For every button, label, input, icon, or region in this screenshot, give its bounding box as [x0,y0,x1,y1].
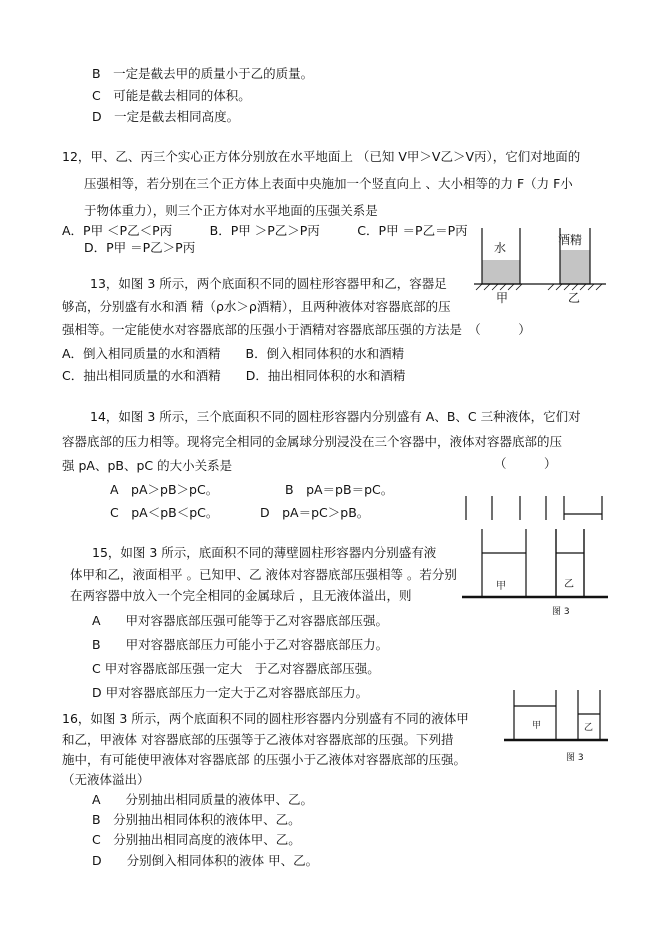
q16-stem-line-4: （无液体溢出） [62,772,150,787]
q13-figure [474,226,614,306]
q15-stem-line-1: 15，如图 3 所示，底面积不同的薄壁圆柱形容器内分别盛有液 [92,545,437,560]
q11-option-b: B 一定是截去甲的质量小于乙的质量。 [92,66,314,81]
q13-options-line-2: C．抽出相同质量的水和酒精 D．抽出相同体积的水和酒精 [62,368,406,383]
q16-option-b: B 分别抽出相同体积的液体甲、乙。 [92,812,301,827]
q12-options-line-1: A．P甲 ＜P乙＜P丙 B．P甲 ＞P乙＞P丙 C．P甲 ＝P乙＝P丙 [62,223,468,238]
q14-option-a: A pA＞pB＞pC。 [110,482,219,497]
q16-figure-caption: 图 3 [566,753,584,763]
q11-option-c: C 可能是截去相同的体积。 [92,88,251,103]
q12-stem-line-3: 于物体重力），则三个正方体对水平地面的压强关系是 [84,203,378,218]
q16-stem-line-2: 和乙，甲液体 对容器底部的压强等于乙液体对容器底部的压强。下列措 [62,732,454,747]
q14-stem-line-1: 14，如图 3 所示，三个底面积不同的圆柱形容器内分别盛有 A、B、C 三种液体，它们对 [90,409,581,424]
q16-container-b-label: 乙 [584,723,594,733]
q15-option-c: C 甲对容器底部压强一定大 于乙对容器底部压强。 [92,661,380,676]
q16-stem-line-3: 施中，有可能使甲液体对容器底部 的压强小于乙液体对容器底部的压强。 [62,752,466,767]
q15-option-b: B 甲对容器底部压力可能小于乙对容器底部压力。 [92,637,389,652]
q12-stem-line-2: 压强相等，若分别在三个正方体上表面中央施加一个竖直向上 、大小相等的力 F（力 F小 [84,176,573,191]
q15-stem-line-2: 体甲和乙，液面相平 。已知甲、乙 液体对容器底部压强相等 。若分别 [70,567,457,582]
q14-option-d: D pA＝pC＞pB。 [260,505,370,520]
q14-option-c: C pA＜pB＜pC。 [110,505,219,520]
q14-option-b: B pA＝pB＝pC。 [285,482,394,497]
q16-figure [502,688,612,768]
q13-alcohol-label: 酒精 [558,233,583,247]
q14-stem-line-2: 容器底部的压力相等。现将完全相同的金属球分别浸没在三个容器中，液体对容器底部的压 [62,434,563,449]
q14-stem-line-3: 强 pA、pB、pC 的大小关系是 [62,458,233,473]
q16-option-a: A 分别抽出相同质量的液体甲、乙。 [92,792,314,807]
q15-figure-caption: 图 3 [552,607,570,617]
q14-figure [462,494,612,524]
q13-container-a-label: 甲 [496,291,509,305]
q13-stem-line-3: 强相等。一定能使水对容器底部的压强小于酒精对容器底部压强的方法是 （ ） [62,322,531,337]
q15-container-b-label: 乙 [564,579,574,590]
q13-container-b-label: 乙 [568,291,581,305]
q12-options-line-2: D．P甲 ＝P乙＞P丙 [84,240,196,255]
q16-stem-line-1: 16，如图 3 所示，两个底面积不同的圆柱形容器内分别盛有不同的液体甲 [62,711,469,726]
q15-stem-line-3: 在两容器中放入一个完全相同的金属球后 ，且无液体溢出，则 [70,588,412,603]
q11-option-d: D 一定是截去相同高度。 [92,109,240,124]
q15-container-a-label: 甲 [496,581,506,592]
q13-options-line-1: A．倒入相同质量的水和酒精 B．倒入相同体积的水和酒精 [62,346,405,361]
q14-answer-blank: （ ） [494,456,557,471]
q12-stem-line-1: 12，甲、乙、丙三个实心正方体分别放在水平地面上 （已知 V甲＞V乙＞V丙），它们对地面的 [62,149,581,164]
q13-stem-line-2: 够高，分别盛有水和酒 精（ρ水＞ρ酒精），且两种液体对容器底部的压 [62,299,451,314]
q16-option-d: D 分别倒入相同体积的液体 甲、乙。 [92,853,319,868]
q15-figure [456,527,616,619]
q13-water-label: 水 [494,241,507,255]
q16-option-c: C 分别抽出相同高度的液体甲、乙。 [92,832,301,847]
q16-container-a-label: 甲 [532,721,542,731]
q15-option-a: A 甲对容器底部压强可能等于乙对容器底部压强。 [92,613,389,628]
q15-option-d: D 甲对容器底部压力一定大于乙对容器底部压力。 [92,685,369,700]
q13-stem-line-1: 13，如图 3 所示，两个底面积不同的圆柱形容器甲和乙，容器足 [90,276,447,291]
